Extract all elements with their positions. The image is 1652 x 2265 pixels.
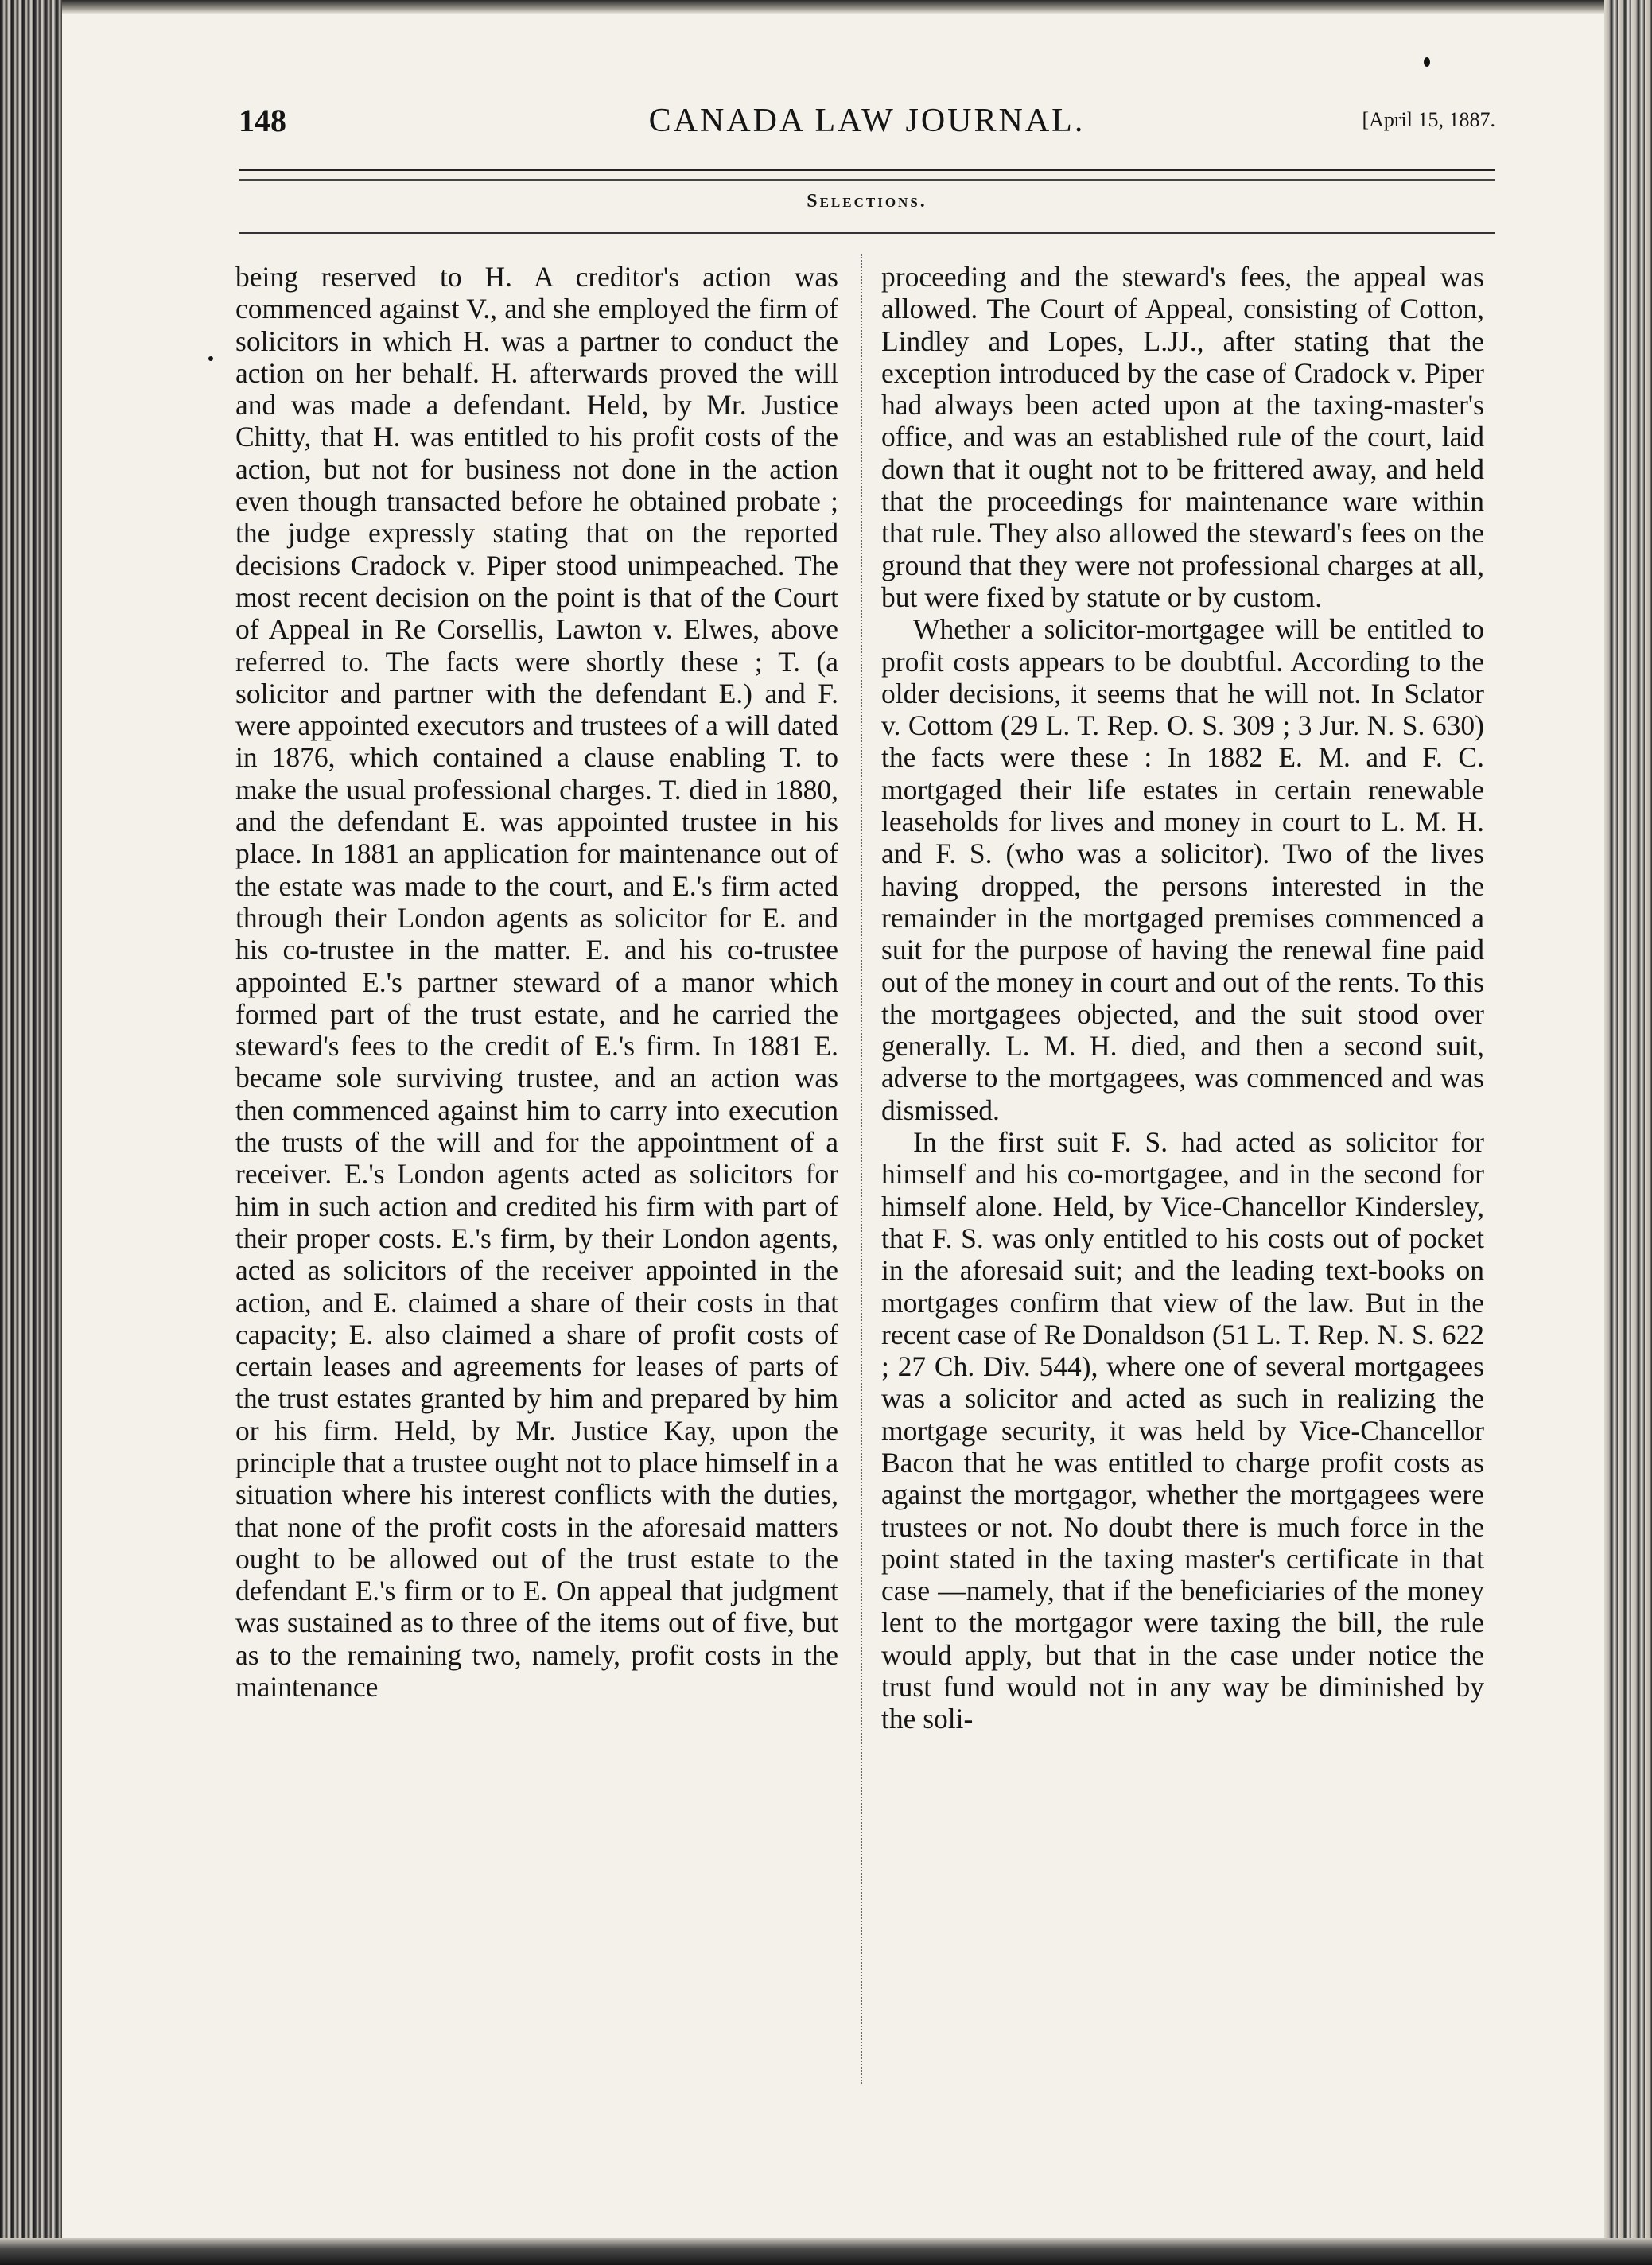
scan-bottom-edge [0, 2238, 1652, 2265]
journal-title: CANADA LAW JOURNAL. [648, 103, 1086, 139]
section-rule [239, 232, 1495, 234]
running-header [239, 102, 1495, 157]
right-column [881, 261, 1484, 1735]
scan-binding-edge [0, 0, 62, 2265]
section-title: Selections. [807, 191, 927, 212]
paragraph: proceeding and the steward's fees, the appeal was allowed. The Court of Appeal, consisting of Cotton, Lindley and Lopes, L.JJ., after stating that the exception introduced by the case of Cradock v. Piper had always been acted upon at the taxing-master's office, and was an established rule of the court, laid down that it ought not to be frittered away, and held that the proceedings for maintenance ware within that rule. They also allowed the steward's fees on the ground that they were not professional charges at all, but were fixed by statute or by custom. [881, 261, 1484, 613]
ink-speck [208, 356, 213, 361]
issue-date: [April 15, 1887. [1362, 108, 1495, 131]
scan-top-edge [0, 0, 1652, 14]
paragraph: Whether a solicitor-mortgagee will be entitled to profit costs appears to be doubtful. According to the older decisions, it seems that he will not. In Sclator v. Cottom (29 L. T. Rep. O. S. 309 ; 3 Jur. N. S. 630) the facts were these : In 1882 E. M. and F. C. mortgaged their life estates in certain renewable leaseholds for lives and money in court to L. M. H. and F. S. (who was a solicitor). Two of the lives having dropped, the persons interested in the remainder in the mortgaged premises commenced a suit for the purpose of having the renewal fine paid out of the money in court and out of the rents. To this the mortgagees objected, and the suit stood over generally. L. M. H. died, and then a second suit, adverse to the mortgagees, was commenced and was dismissed. [881, 613, 1484, 1126]
page-number: 148 [239, 103, 286, 138]
ink-speck [1424, 57, 1430, 67]
paragraph: being reserved to H. A creditor's action was commenced against V., and she employed the firm of solicitors in which H. was a partner to conduct the action on her behalf. H. afterwards proved the will and was made a defendant. Held, by Mr. Justice Chitty, that H. was entitled to his profit costs of the action, but not for business not done in the action even though transacted before he obtained probate ; the judge expressly stating that on the reported decisions Cradock v. Piper stood unimpeached. The most recent decision on the point is that of the Court of Appeal in Re Corsellis, Lawton v. Elwes, above referred to. The facts were shortly these ; T. (a solicitor and partner with the defendant E.) and F. were appointed executors and trustees of a will dated in 1876, which contained a clause enabling T. to make the usual professional charges. T. died in 1880, and the defendant E. was appointed trustee in his place. In 1881 an application for maintenance out of the estate was made to the court, and E.'s firm acted through their London agents as solicitor for E. and his co-trustee in the matter. E. and his co-trustee appointed E.'s partner steward of a manor which formed part of the trust estate, and he carried the steward's fees to the credit of E.'s firm. In 1881 E. became sole surviving trustee, and an action was then commenced against him to carry into execution the trusts of the will and for the appointment of a receiver. E.'s London agents acted as solicitors for him in such action and credited his firm with part of their proper costs. E.'s firm, by their London agents, acted as solicitors of the receiver appointed in the action, and E. claimed a share of their costs in that capacity; E. also claimed a share of profit costs of certain leases and agreements for leases of parts of the trust estates granted by him and prepared by him or his firm. Held, by Mr. Justice Kay, upon the principle that a trustee ought not to place himself in a situation where his interest conflicts with the duties, that none of the profit costs in the aforesaid matters ought to be allowed out of the trust estate to the defendant E.'s firm or to E. On appeal that judgment was sustained as to three of the items out of five, but as to the remaining two, namely, profit costs in the maintenance [235, 261, 838, 1704]
header-rule [239, 169, 1495, 181]
paragraph: In the first suit F. S. had acted as solicitor for himself and his co-mortgagee, and in the second for himself alone. Held, by Vice-Chancellor Kindersley, that F. S. was only entitled to his costs out of pocket in the aforesaid suit; and the leading text-books on mortgages confirm that view of the law. But in the recent case of Re Donaldson (51 L. T. Rep. N. S. 622 ; 27 Ch. Div. 544), where one of several mortgagees was a solicitor and acted as such in realizing the mortgage security, it was held by Vice-Chancellor Bacon that he was entitled to charge profit costs as against the mortgagor, whether the mortgagees were trustees or not. No doubt there is much force in the point stated in the taxing master's certificate in that case —namely, that if the beneficiaries of the money lent to the mortgagor were taxing the bill, the rule would apply, but that in the case under notice the trust fund would not in any way be diminished by the soli- [881, 1126, 1484, 1735]
left-column [235, 261, 838, 1703]
column-divider [861, 254, 862, 2084]
scan-right-edge [1604, 0, 1652, 2265]
